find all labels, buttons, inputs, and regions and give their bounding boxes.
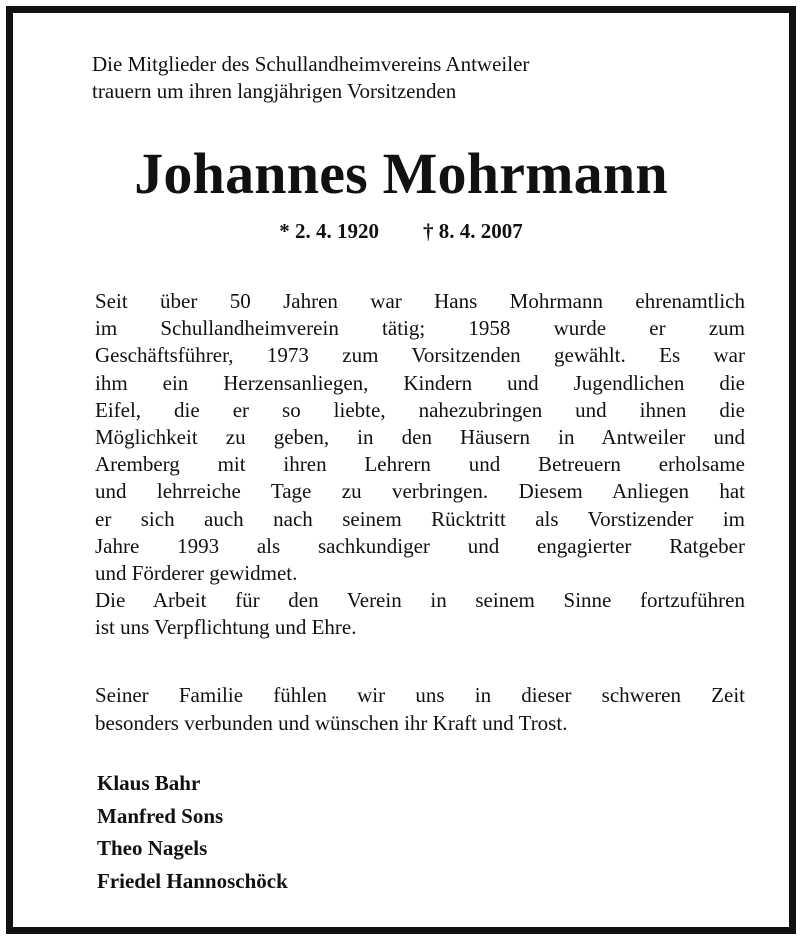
tribute-line: Seit über 50 Jahren war Hans Mohrmann ehrenamtlich xyxy=(95,289,745,313)
condolence-line: besonders verbunden und wünschen ihr Kraft und Trost. xyxy=(95,710,568,735)
tribute-line: Geschäftsführer, 1973 zum Vorsitzenden gewählt. Es war xyxy=(95,343,745,368)
signatory-name: Manfred Sons xyxy=(97,803,224,828)
signatories xyxy=(97,767,288,897)
intro-text xyxy=(92,51,529,105)
tribute-line: im Schullandheimverein tätig; 1958 wurde er zum xyxy=(95,316,745,341)
condolence-text xyxy=(95,682,745,737)
signatory-name: Theo Nagels xyxy=(97,836,208,860)
death-date: † 8. 4. 2007 xyxy=(423,219,523,243)
signatory-name: Friedel Hannoschöck xyxy=(97,868,288,893)
condolence-line: Seiner Familie fühlen wir uns in dieser schweren Zeit xyxy=(95,683,745,707)
tribute-line: und Förderer gewidmet. xyxy=(95,561,298,586)
tribute-line: er sich auch nach seinem Rücktritt als Vorstizender im xyxy=(95,506,745,531)
tribute-text xyxy=(95,288,745,642)
tribute-line: Eifel, die er so liebte, nahezubringen und ihnen die xyxy=(95,397,745,422)
tribute-line: Möglichkeit zu geben, in den Häusern in Antweiler und xyxy=(95,425,745,450)
tribute-line: und lehrreiche Tage zu verbringen. Diesem Anliegen hat xyxy=(95,479,745,504)
tribute-line: Jahre 1993 als sachkundiger und engagierter Ratgeber xyxy=(95,533,745,558)
life-dates xyxy=(13,218,789,244)
deceased-name: Johannes Mohrmann xyxy=(134,141,668,206)
tribute-line: Aremberg mit ihren Lehrern und Betreuern erholsame xyxy=(95,452,745,477)
tribute-line: ist uns Verpflichtung und Ehre. xyxy=(95,615,357,640)
intro-line: trauern um ihren langjährigen Vorsitzenden xyxy=(92,79,457,103)
intro-line: Die Mitglieder des Schullandheimvereins Antweiler xyxy=(92,52,530,76)
signatory-name: Klaus Bahr xyxy=(97,771,201,795)
tribute-line: Die Arbeit für den Verein in seinem Sinne fortzuführen xyxy=(95,588,745,613)
birth-date: * 2. 4. 1920 xyxy=(279,219,379,243)
tribute-line: ihm ein Herzensanliegen, Kindern und Jugendlichen die xyxy=(95,370,745,395)
obituary-frame xyxy=(6,6,796,934)
